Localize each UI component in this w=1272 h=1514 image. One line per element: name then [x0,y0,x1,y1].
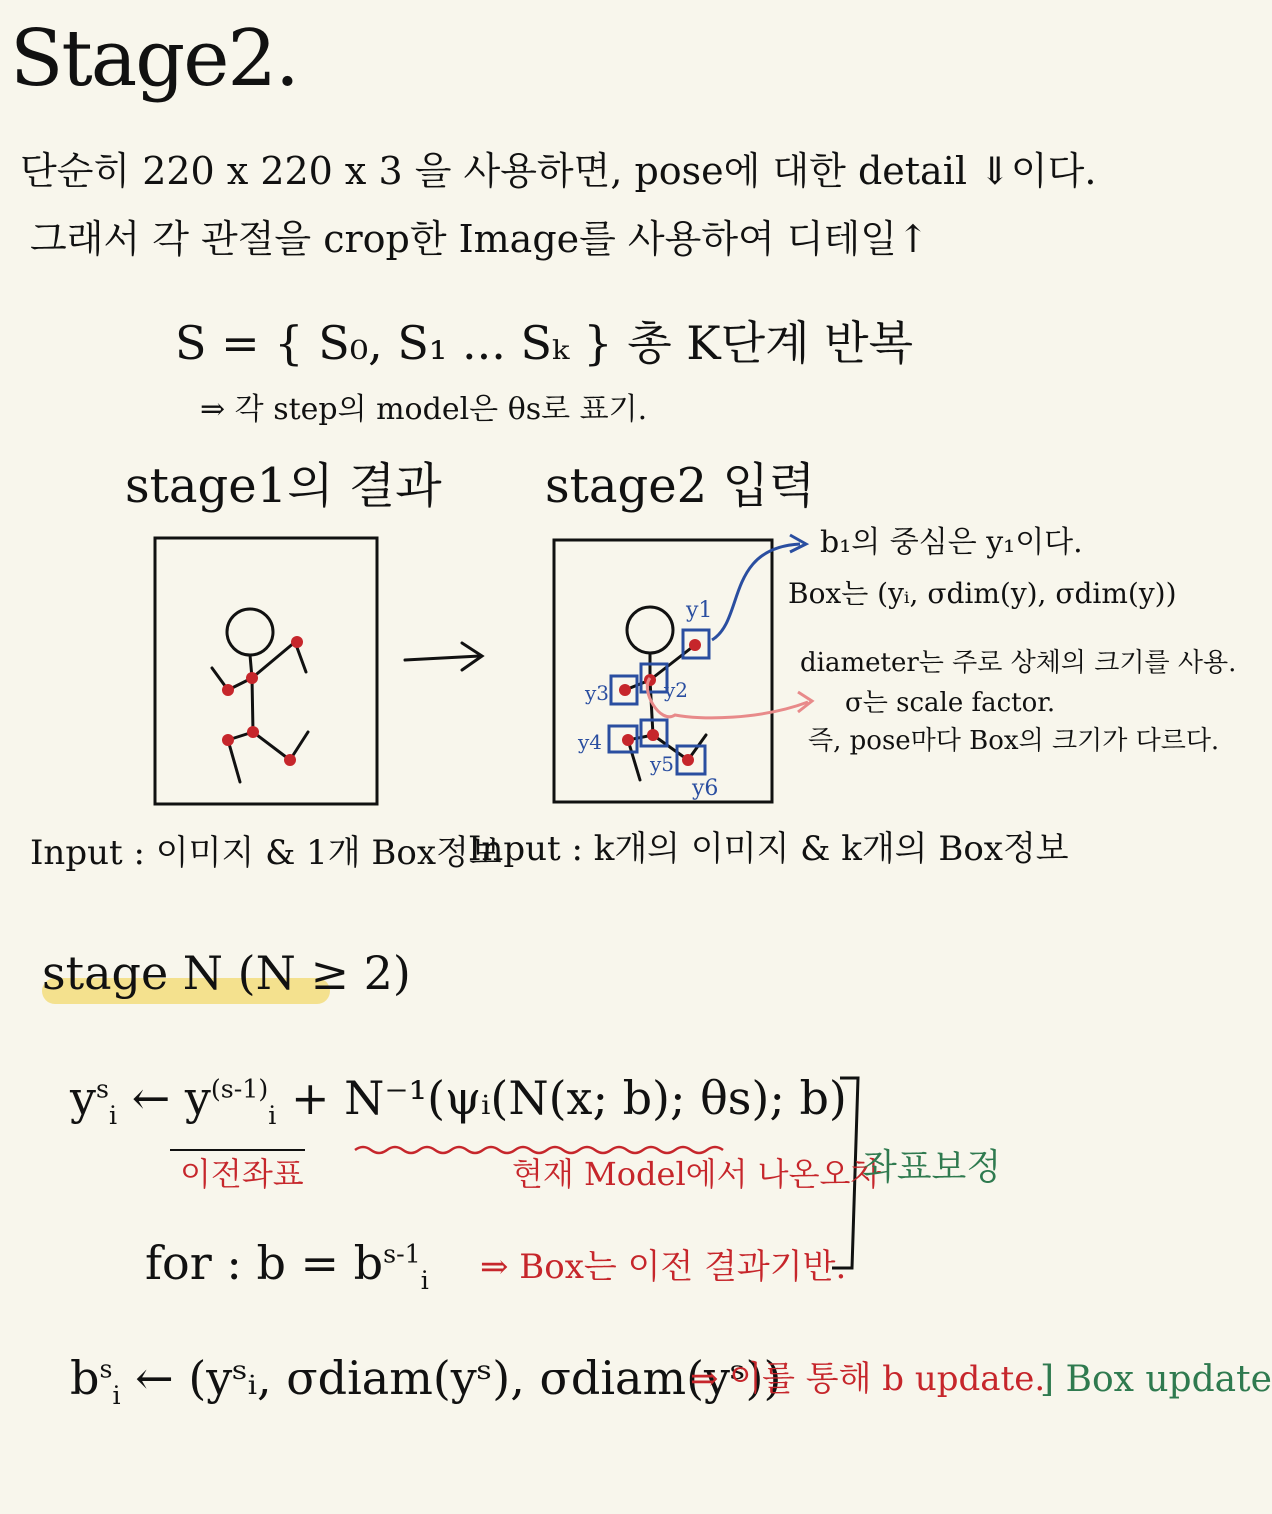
box-update-equation [70,1351,782,1411]
update-note: ⇒ 이를 통해 b update. [690,1359,1046,1399]
right-figure-caption: stage2 입력 [545,458,816,514]
eq-prev: y [184,1071,211,1125]
stage-n-heading: stage N (N ≥ 2) [42,946,411,1000]
label-box-update: ] Box update [1040,1359,1272,1400]
joint-label-y6: y6 [692,776,719,801]
annotation-box: Box는 (yᵢ, σdim(y), σdim(y)) [788,577,1177,610]
eq-prev-sub: i [268,1101,277,1131]
joint-label-y2: y2 [664,678,689,702]
stage-set-formula: S = { S₀, S₁ ... Sₖ } 총 K단계 반복 [175,316,914,370]
annotation-sigma: σ는 scale factor. [845,688,1056,718]
update-sup: s [99,1354,113,1384]
left-input-text: Input : 이미지 & 1개 Box정보 [30,833,502,873]
annotation-center: b₁의 중심은 y₁이다. [820,525,1083,560]
for-note: ⇒ Box는 이전 결과기반. [480,1247,847,1287]
eq-prev-sup: (s-1) [210,1074,269,1104]
for-line [145,1236,429,1296]
for-sup: s-1 [383,1239,421,1269]
center-pointer-arrow [712,544,800,640]
for-text: for : b = b [145,1236,384,1290]
left-image-frame [155,538,377,804]
intro-line-1: 단순히 220 x 220 x 3 을 사용하면, pose에 대한 detail ⇓이다. [20,149,1097,193]
eq-arrow: ← [117,1071,185,1125]
eq-lhs-sup: s [96,1074,109,1104]
right-input-text: Input : k개의 이미지 & k개의 Box정보 [468,829,1069,869]
page-title: Stage2. [10,14,298,104]
update-lhs: b [70,1351,100,1405]
eq-rest: + N⁻¹(ψᵢ(N(x; b); θs); b) [276,1071,847,1125]
update-equation [70,1071,847,1131]
for-sub: i [420,1266,429,1296]
label-previous-coord: 이전좌표 [180,1155,304,1193]
joint-label-y4: y4 [578,730,603,754]
update-rhs: ← (yˢᵢ, σdiam(yˢ), σdiam(yˢ)) [120,1351,782,1405]
left-joint-dots [222,636,303,766]
joint-label-y5: y5 [650,752,675,776]
annotation-diameter: diameter는 주로 상체의 크기를 사용. [800,648,1237,678]
annotation-summary: 즉, pose마다 Box의 크기가 다르다. [808,726,1220,756]
label-model-error: 현재 Model에서 나온오차 [512,1155,882,1193]
label-coordinate-correction: 좌표보정 [862,1147,1002,1188]
eq-lhs-sub: i [108,1101,118,1131]
eq-lhs: y [70,1071,96,1125]
wavy-underline [355,1147,723,1153]
model-note: ⇒ 각 step의 model은 θs로 표기. [200,392,648,427]
intro-line-2: 그래서 각 관절을 crop한 Image를 사용하여 디테일↑ [30,217,929,261]
joint-label-y3: y3 [585,681,610,705]
joint-label-y1: y1 [686,598,713,623]
left-figure-caption: stage1의 결과 [125,458,442,514]
right-arrow [405,643,482,670]
update-sub: i [112,1381,121,1411]
